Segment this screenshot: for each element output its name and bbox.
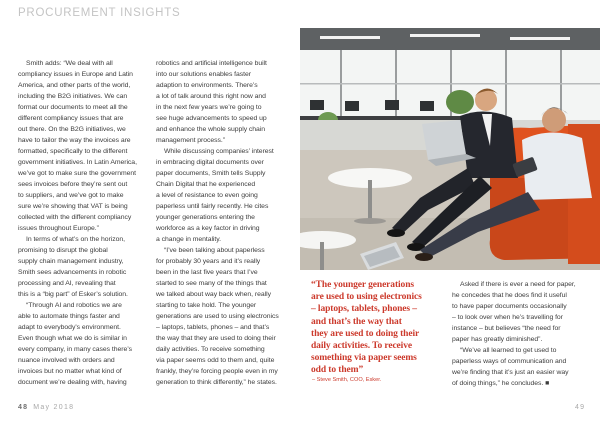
text-line: we’re finding that it’s just an easier way (452, 369, 569, 376)
office-meeting-photo (300, 28, 600, 270)
section-title: PROCUREMENT INSIGHTS (18, 7, 181, 19)
text-line: a change in mentality. (156, 236, 221, 243)
text-line: In terms of what’s on the horizon, (26, 236, 125, 243)
page-number-left: 48 (18, 404, 29, 411)
text-line: processing and AI, revealing that (18, 280, 116, 287)
text-line: for probably 30 years and it’s really (156, 258, 261, 265)
article-column-3 (452, 279, 592, 389)
pull-quote-line: “The younger generations (311, 280, 414, 290)
text-line: Asked if there is ever a need for paper, (460, 281, 576, 288)
text-line: daily activities. To receive something (156, 346, 265, 353)
paragraph (18, 58, 152, 234)
text-line: have to tailor the way the invoices are (18, 137, 131, 144)
paragraph (156, 146, 292, 245)
text-line: the way that they are used to doing their (156, 335, 276, 342)
text-line: able to automate things faster and (18, 313, 120, 320)
paragraph (18, 300, 152, 388)
text-line: to suppliers, and we’ve got to make (18, 192, 124, 199)
paragraph (452, 345, 592, 389)
text-line: via paper seems odd to them and, quite (156, 357, 275, 364)
text-line: different compliancy issues that are (18, 115, 124, 122)
text-line: paperless ways of communication and (452, 358, 567, 365)
pull-quote-line: something via paper seems (311, 353, 417, 364)
text-line: document we’re dealing with, having (18, 379, 127, 386)
footer-left (18, 404, 74, 411)
text-line: been in the last five years that I’ve (156, 269, 258, 276)
text-line: this is a “big part” of Esker’s solution. (18, 291, 128, 298)
text-line: adapt to everybody’s environment. (18, 324, 121, 331)
text-line: we talked about way back when, really (156, 291, 271, 298)
pull-quote-line: are used to using electronics (311, 292, 422, 303)
pull-quote-line: daily activities. To receive (311, 340, 412, 351)
text-line: While discussing companies’ interest (164, 148, 274, 155)
text-line: “We’ve all learned to get used to (460, 347, 557, 354)
pull-quote-line: and that’s the way that (311, 316, 402, 327)
text-line: invoices but no matter what kind of (18, 368, 122, 375)
text-line: management process.” (156, 137, 225, 144)
text-line: paper documents, Smith tells Supply (156, 170, 266, 177)
text-line: a lot of talk around this right now and (156, 93, 266, 100)
text-line: government initiatives. In Latin America, (18, 159, 137, 166)
text-line: compliancy issues in Europe and Latin (18, 71, 133, 78)
text-line: in embracing digital documents over (156, 159, 264, 166)
text-line: sees invoices before they’re sent out (18, 181, 128, 188)
text-line: in the next few years we’re going to (156, 104, 262, 111)
issue-date: May 2018 (33, 404, 75, 411)
paragraph (156, 245, 292, 388)
text-line: generations are used to using electronics (156, 313, 279, 320)
text-line: frankly, they’re forcing people even in my (156, 368, 278, 375)
article-column-2 (156, 58, 292, 388)
pull-quote (311, 279, 445, 377)
text-line: started to see many of the things that (156, 280, 267, 287)
text-line: America, and other parts of the world, (18, 82, 131, 89)
text-line: younger generations entering the (156, 214, 255, 221)
text-line: formatted, specifically to the different (18, 148, 128, 155)
text-line: sure we’re showing that VAT is being (18, 203, 128, 210)
page-number-right: 49 (575, 404, 586, 411)
text-line: to have paper documents occasionally (452, 303, 567, 310)
pull-quote-line: they are used to doing their (311, 328, 420, 339)
text-line: issues throughout Europe.” (18, 225, 99, 232)
text-line: adaption to environments. There’s (156, 82, 258, 89)
text-line: into our solutions enables faster (156, 71, 251, 78)
text-line: generation to think differently,” he states. (156, 379, 277, 386)
text-line: instance – but believes “the need for (452, 325, 561, 332)
text-line: we’ve got to make sure the government (18, 170, 136, 177)
paragraph (452, 279, 592, 345)
text-line: he concedes that he does find it useful (452, 292, 567, 299)
text-line: format our documents to meet all the (18, 104, 128, 111)
text-line: collected with the different compliancy (18, 214, 132, 221)
text-line: out there. On the B2G initiatives, we (18, 126, 126, 133)
article-column-1 (18, 58, 152, 388)
text-line: supply chain management industry, (18, 258, 124, 265)
pull-quote-line: – laptops, tablets, phones – (311, 304, 417, 315)
pull-quote-line: odd to them” (311, 365, 364, 376)
text-line: a level of resistance to even going (156, 192, 258, 199)
text-line: paper has greatly diminished”. (452, 336, 543, 343)
text-line: “I’ve been talking about paperless (164, 247, 265, 254)
text-line: “Through AI and robotics we are (26, 302, 122, 309)
text-line: and enhance the whole supply chain (156, 126, 266, 133)
text-line: Smith sees advancements in robotic (18, 269, 127, 276)
text-line: robotics and artificial intelligence built (156, 60, 267, 67)
text-line: nuance involved with orders and (18, 357, 115, 364)
text-line: promising to disrupt the global (18, 247, 108, 254)
text-line: – to look over when he’s travelling for (452, 314, 563, 321)
text-line: including the B2G initiatives. We can (18, 93, 128, 100)
text-line: Chain Digital that he experienced (156, 181, 256, 188)
text-line: starting to take hold. The younger (156, 302, 257, 309)
pull-quote-attribution: – Steve Smith, COO, Esker. (312, 377, 382, 383)
paragraph (18, 234, 152, 300)
text-line: paperless until fairly recently. He cites (156, 203, 269, 210)
text-line: – laptops, tablets, phones – and that’s (156, 324, 270, 331)
text-line: workforce as a key factor in driving (156, 225, 260, 232)
paragraph (156, 58, 292, 146)
text-line: every company, in many cases there’s (18, 346, 132, 353)
text-line: see huge advancements to speed up (156, 115, 267, 122)
text-line: Even though what we do is similar in (18, 335, 127, 342)
article-photo (300, 28, 600, 270)
text-line: of doing things,” he concludes. ■ (452, 380, 550, 387)
text-line: Smith adds: “We deal with all (26, 60, 113, 67)
